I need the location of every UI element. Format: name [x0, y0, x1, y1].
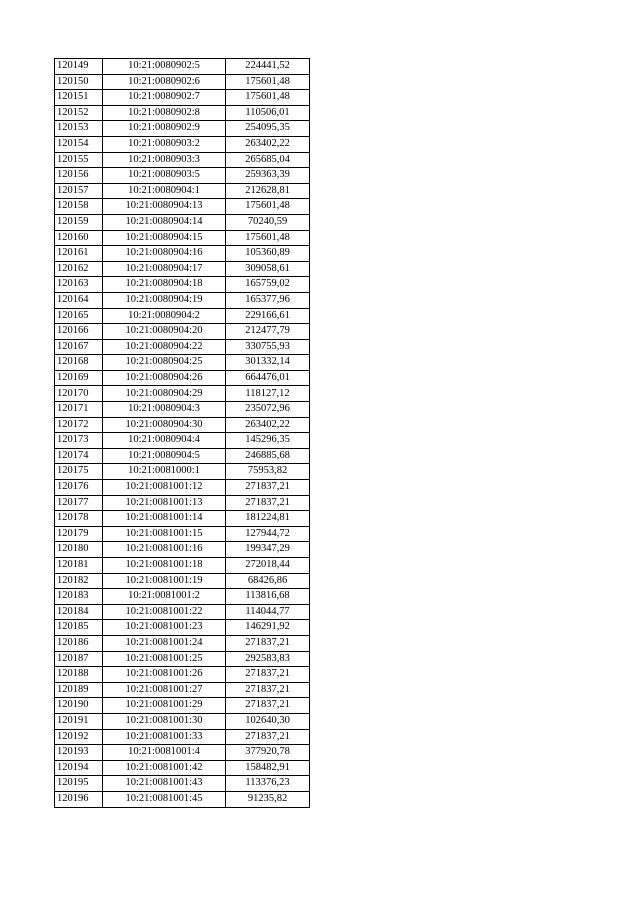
cadastral-number-cell: 10:21:0081001:2: [103, 589, 226, 605]
cadastral-number-cell: 10:21:0081001:12: [103, 480, 226, 496]
cadastral-number-cell: 10:21:0080904:3: [103, 402, 226, 418]
value-cell: 118127,12: [226, 386, 310, 402]
value-cell: 165377,96: [226, 292, 310, 308]
value-cell: 114044,77: [226, 604, 310, 620]
cadastral-number-cell: 10:21:0081001:42: [103, 760, 226, 776]
cadastral-number-cell: 10:21:0080902:8: [103, 105, 226, 121]
cadastral-number-cell: 10:21:0081001:13: [103, 495, 226, 511]
value-cell: 229166,61: [226, 308, 310, 324]
row-number-cell: 120193: [55, 745, 103, 761]
value-cell: 113816,68: [226, 589, 310, 605]
value-cell: 272018,44: [226, 558, 310, 574]
cadastral-number-cell: 10:21:0080903:2: [103, 136, 226, 152]
row-number-cell: 120176: [55, 480, 103, 496]
cadastral-number-cell: 10:21:0080902:7: [103, 90, 226, 106]
value-cell: 175601,48: [226, 199, 310, 215]
value-cell: 70240,59: [226, 214, 310, 230]
table-row: [55, 214, 310, 230]
table-row: [55, 480, 310, 496]
table-row: [55, 370, 310, 386]
table-row: [55, 433, 310, 449]
cadastral-number-cell: 10:21:0080904:19: [103, 292, 226, 308]
row-number-cell: 120152: [55, 105, 103, 121]
table-row: [55, 589, 310, 605]
row-number-cell: 120186: [55, 635, 103, 651]
row-number-cell: 120168: [55, 355, 103, 371]
value-cell: 224441,52: [226, 59, 310, 75]
cadastral-number-cell: 10:21:0080904:22: [103, 339, 226, 355]
value-cell: 145296,35: [226, 433, 310, 449]
table-row: [55, 682, 310, 698]
value-cell: 246885,68: [226, 448, 310, 464]
cadastral-value-table: [54, 58, 310, 808]
row-number-cell: 120191: [55, 713, 103, 729]
row-number-cell: 120183: [55, 589, 103, 605]
row-number-cell: 120149: [55, 59, 103, 75]
value-cell: 271837,21: [226, 698, 310, 714]
value-cell: 199347,29: [226, 542, 310, 558]
value-cell: 175601,48: [226, 74, 310, 90]
value-cell: 271837,21: [226, 480, 310, 496]
value-cell: 110506,01: [226, 105, 310, 121]
row-number-cell: 120181: [55, 558, 103, 574]
cadastral-number-cell: 10:21:0081001:14: [103, 511, 226, 527]
table-row: [55, 339, 310, 355]
row-number-cell: 120162: [55, 261, 103, 277]
row-number-cell: 120163: [55, 277, 103, 293]
value-cell: 105360,89: [226, 246, 310, 262]
table-row: [55, 105, 310, 121]
row-number-cell: 120151: [55, 90, 103, 106]
value-cell: 309058,61: [226, 261, 310, 277]
cadastral-number-cell: 10:21:0080904:26: [103, 370, 226, 386]
value-cell: 175601,48: [226, 90, 310, 106]
cadastral-number-cell: 10:21:0080904:2: [103, 308, 226, 324]
value-cell: 263402,22: [226, 417, 310, 433]
value-cell: 165759,02: [226, 277, 310, 293]
table-row: [55, 651, 310, 667]
table-row: [55, 168, 310, 184]
table-row: [55, 136, 310, 152]
row-number-cell: 120189: [55, 682, 103, 698]
table-row: [55, 667, 310, 683]
row-number-cell: 120172: [55, 417, 103, 433]
row-number-cell: 120159: [55, 214, 103, 230]
cadastral-number-cell: 10:21:0080904:25: [103, 355, 226, 371]
cadastral-number-cell: 10:21:0080904:18: [103, 277, 226, 293]
cadastral-number-cell: 10:21:0080903:5: [103, 168, 226, 184]
table-row: [55, 558, 310, 574]
value-cell: 301332,14: [226, 355, 310, 371]
value-cell: 68426,86: [226, 573, 310, 589]
cadastral-number-cell: 10:21:0080902:6: [103, 74, 226, 90]
table-row: [55, 448, 310, 464]
value-cell: 254095,35: [226, 121, 310, 137]
table-row: [55, 464, 310, 480]
row-number-cell: 120156: [55, 168, 103, 184]
table-row: [55, 713, 310, 729]
value-cell: 113376,23: [226, 776, 310, 792]
value-cell: 212477,79: [226, 324, 310, 340]
table-row: [55, 417, 310, 433]
table-row: [55, 152, 310, 168]
table-row: [55, 246, 310, 262]
row-number-cell: 120179: [55, 526, 103, 542]
cadastral-number-cell: 10:21:0080904:16: [103, 246, 226, 262]
value-cell: 175601,48: [226, 230, 310, 246]
value-cell: 664476,01: [226, 370, 310, 386]
value-cell: 91235,82: [226, 791, 310, 807]
table-row: [55, 59, 310, 75]
row-number-cell: 120178: [55, 511, 103, 527]
table-row: [55, 760, 310, 776]
table-row: [55, 573, 310, 589]
cadastral-number-cell: 10:21:0081001:15: [103, 526, 226, 542]
value-cell: 102640,30: [226, 713, 310, 729]
cadastral-number-cell: 10:21:0081001:30: [103, 713, 226, 729]
cadastral-number-cell: 10:21:0081001:45: [103, 791, 226, 807]
value-cell: 158482,91: [226, 760, 310, 776]
value-cell: 259363,39: [226, 168, 310, 184]
value-cell: 265685,04: [226, 152, 310, 168]
table-row: [55, 604, 310, 620]
cadastral-number-cell: 10:21:0081001:25: [103, 651, 226, 667]
row-number-cell: 120190: [55, 698, 103, 714]
cadastral-number-cell: 10:21:0081001:29: [103, 698, 226, 714]
value-cell: 271837,21: [226, 667, 310, 683]
table-row: [55, 183, 310, 199]
cadastral-number-cell: 10:21:0080903:3: [103, 152, 226, 168]
cadastral-number-cell: 10:21:0080904:30: [103, 417, 226, 433]
cadastral-number-cell: 10:21:0081001:22: [103, 604, 226, 620]
row-number-cell: 120154: [55, 136, 103, 152]
row-number-cell: 120184: [55, 604, 103, 620]
table-row: [55, 277, 310, 293]
table-row: [55, 90, 310, 106]
table-row: [55, 230, 310, 246]
cadastral-number-cell: 10:21:0081001:33: [103, 729, 226, 745]
value-cell: 292583,83: [226, 651, 310, 667]
value-cell: 271837,21: [226, 729, 310, 745]
row-number-cell: 120158: [55, 199, 103, 215]
value-cell: 181224,81: [226, 511, 310, 527]
cadastral-number-cell: 10:21:0080904:13: [103, 199, 226, 215]
row-number-cell: 120174: [55, 448, 103, 464]
value-cell: 271837,21: [226, 495, 310, 511]
table-row: [55, 620, 310, 636]
value-cell: 146291,92: [226, 620, 310, 636]
table-row: [55, 386, 310, 402]
row-number-cell: 120170: [55, 386, 103, 402]
cadastral-number-cell: 10:21:0080904:1: [103, 183, 226, 199]
table-row: [55, 121, 310, 137]
table-row: [55, 729, 310, 745]
row-number-cell: 120150: [55, 74, 103, 90]
table-row: [55, 74, 310, 90]
row-number-cell: 120153: [55, 121, 103, 137]
table-row: [55, 261, 310, 277]
row-number-cell: 120161: [55, 246, 103, 262]
row-number-cell: 120182: [55, 573, 103, 589]
row-number-cell: 120185: [55, 620, 103, 636]
cadastral-number-cell: 10:21:0081001:24: [103, 635, 226, 651]
cadastral-number-cell: 10:21:0080904:14: [103, 214, 226, 230]
cadastral-number-cell: 10:21:0080904:5: [103, 448, 226, 464]
row-number-cell: 120164: [55, 292, 103, 308]
cadastral-number-cell: 10:21:0081000:1: [103, 464, 226, 480]
cadastral-number-cell: 10:21:0081001:23: [103, 620, 226, 636]
table-row: [55, 791, 310, 807]
table-row: [55, 402, 310, 418]
table-row: [55, 355, 310, 371]
table-row: [55, 292, 310, 308]
cadastral-number-cell: 10:21:0080904:20: [103, 324, 226, 340]
row-number-cell: 120194: [55, 760, 103, 776]
table-row: [55, 511, 310, 527]
value-cell: 330755,93: [226, 339, 310, 355]
cadastral-number-cell: 10:21:0080902:9: [103, 121, 226, 137]
cadastral-number-cell: 10:21:0080904:29: [103, 386, 226, 402]
table-row: [55, 308, 310, 324]
row-number-cell: 120180: [55, 542, 103, 558]
value-cell: 263402,22: [226, 136, 310, 152]
value-cell: 127944,72: [226, 526, 310, 542]
cadastral-number-cell: 10:21:0080904:4: [103, 433, 226, 449]
table-row: [55, 199, 310, 215]
row-number-cell: 120157: [55, 183, 103, 199]
row-number-cell: 120188: [55, 667, 103, 683]
table-row: [55, 526, 310, 542]
row-number-cell: 120187: [55, 651, 103, 667]
cadastral-number-cell: 10:21:0080904:15: [103, 230, 226, 246]
cadastral-number-cell: 10:21:0081001:16: [103, 542, 226, 558]
value-cell: 212628,81: [226, 183, 310, 199]
value-cell: 235072,96: [226, 402, 310, 418]
cadastral-number-cell: 10:21:0081001:18: [103, 558, 226, 574]
row-number-cell: 120169: [55, 370, 103, 386]
row-number-cell: 120195: [55, 776, 103, 792]
cadastral-number-cell: 10:21:0081001:4: [103, 745, 226, 761]
cadastral-number-cell: 10:21:0081001:26: [103, 667, 226, 683]
row-number-cell: 120177: [55, 495, 103, 511]
row-number-cell: 120192: [55, 729, 103, 745]
table-row: [55, 542, 310, 558]
cadastral-number-cell: 10:21:0081001:27: [103, 682, 226, 698]
value-cell: 377920,78: [226, 745, 310, 761]
row-number-cell: 120173: [55, 433, 103, 449]
cadastral-number-cell: 10:21:0081001:43: [103, 776, 226, 792]
table-row: [55, 776, 310, 792]
cadastral-number-cell: 10:21:0080902:5: [103, 59, 226, 75]
table-body: [55, 59, 310, 808]
value-cell: 271837,21: [226, 635, 310, 651]
row-number-cell: 120155: [55, 152, 103, 168]
cadastral-number-cell: 10:21:0080904:17: [103, 261, 226, 277]
table-row: [55, 324, 310, 340]
table-row: [55, 698, 310, 714]
row-number-cell: 120165: [55, 308, 103, 324]
row-number-cell: 120160: [55, 230, 103, 246]
row-number-cell: 120175: [55, 464, 103, 480]
table-row: [55, 745, 310, 761]
row-number-cell: 120171: [55, 402, 103, 418]
table-row: [55, 495, 310, 511]
row-number-cell: 120167: [55, 339, 103, 355]
table-row: [55, 635, 310, 651]
value-cell: 271837,21: [226, 682, 310, 698]
row-number-cell: 120166: [55, 324, 103, 340]
value-cell: 75953,82: [226, 464, 310, 480]
row-number-cell: 120196: [55, 791, 103, 807]
cadastral-number-cell: 10:21:0081001:19: [103, 573, 226, 589]
